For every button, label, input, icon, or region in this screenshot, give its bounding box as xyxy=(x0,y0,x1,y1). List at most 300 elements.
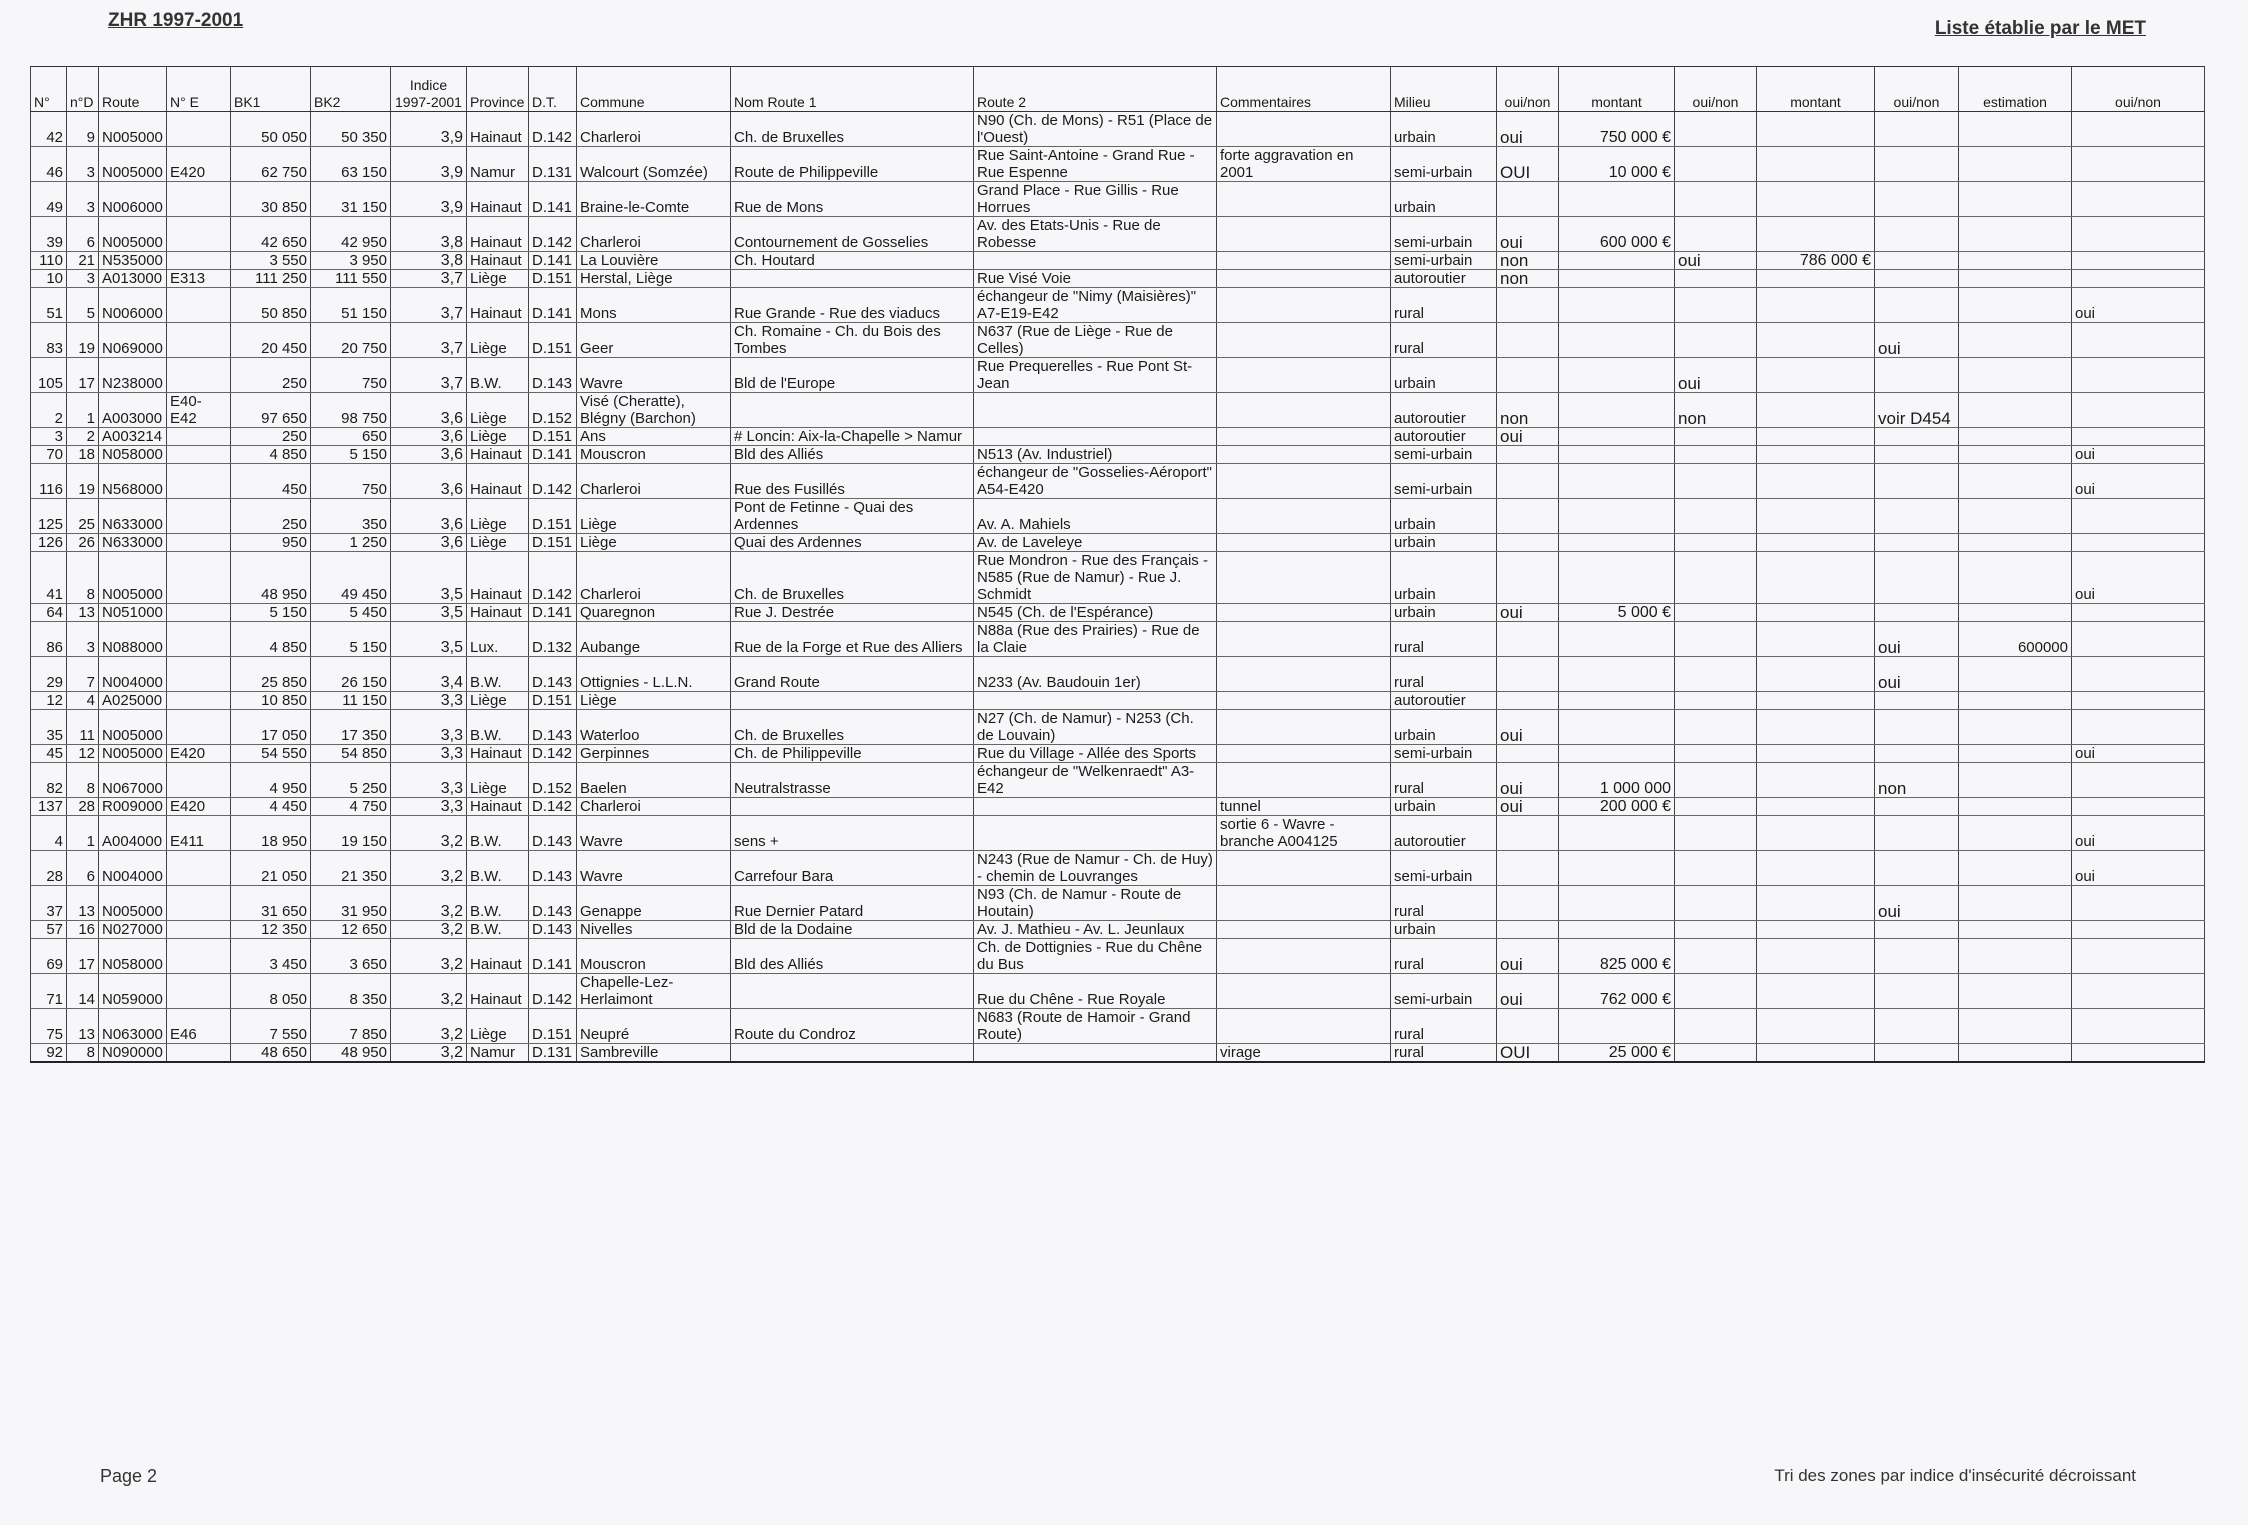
cell-commune: Nivelles xyxy=(577,921,731,939)
cell-oui-non: non xyxy=(1875,763,1959,798)
cell-indice: 3,2 xyxy=(391,886,467,921)
cell-bk1: 21 050 xyxy=(231,851,311,886)
cell-dt: D.143 xyxy=(529,921,577,939)
cell-province: Liège xyxy=(467,534,529,552)
cell-ne xyxy=(167,464,231,499)
cell-oui-non xyxy=(1875,499,1959,534)
cell-oui-non xyxy=(2072,270,2205,288)
cell-dt: D.131 xyxy=(529,1044,577,1063)
table-row xyxy=(31,622,2205,657)
cell-nom-route-1: Rue des Fusillés xyxy=(731,464,974,499)
cell-nd: 17 xyxy=(67,939,99,974)
cell-oui-non xyxy=(1875,358,1959,393)
cell-montant xyxy=(1559,622,1675,657)
cell-bk1: 25 850 xyxy=(231,657,311,692)
cell-oui-non: non xyxy=(1497,270,1559,288)
cell-oui-non xyxy=(2072,1009,2205,1044)
cell-montant xyxy=(1757,816,1875,851)
cell-indice: 3,2 xyxy=(391,921,467,939)
cell-indice: 3,6 xyxy=(391,464,467,499)
cell-bk1: 4 850 xyxy=(231,622,311,657)
cell-oui-non xyxy=(1675,428,1757,446)
cell-montant xyxy=(1559,288,1675,323)
cell-commune: Walcourt (Somzée) xyxy=(577,147,731,182)
cell-oui-non xyxy=(2072,604,2205,622)
cell-indice: 3,6 xyxy=(391,534,467,552)
cell-ne xyxy=(167,622,231,657)
cell-nd: 3 xyxy=(67,270,99,288)
cell-montant xyxy=(1757,323,1875,358)
cell-nom-route-1: Bld des Alliés xyxy=(731,446,974,464)
cell-oui-non: oui xyxy=(2072,464,2205,499)
cell-n: 35 xyxy=(31,710,67,745)
cell-route-2: Rue Prequerelles - Rue Pont St-Jean xyxy=(974,358,1217,393)
cell-commune: La Louvière xyxy=(577,252,731,270)
cell-montant xyxy=(1757,358,1875,393)
cell-oui-non xyxy=(2072,112,2205,147)
cell-oui-non: oui xyxy=(1675,252,1757,270)
cell-bk1: 950 xyxy=(231,534,311,552)
cell-n: 3 xyxy=(31,428,67,446)
cell-commune: Liège xyxy=(577,534,731,552)
cell-oui-non xyxy=(1875,464,1959,499)
cell-commentaires xyxy=(1217,464,1391,499)
cell-montant xyxy=(1757,446,1875,464)
cell-estimation xyxy=(1959,446,2072,464)
cell-indice: 3,3 xyxy=(391,763,467,798)
cell-n: 105 xyxy=(31,358,67,393)
table-row xyxy=(31,939,2205,974)
cell-montant xyxy=(1757,939,1875,974)
cell-oui-non xyxy=(2072,534,2205,552)
cell-commentaires xyxy=(1217,182,1391,217)
cell-montant: 762 000 € xyxy=(1559,974,1675,1009)
cell-bk2: 7 850 xyxy=(311,1009,391,1044)
cell-oui-non xyxy=(1875,217,1959,252)
cell-nd: 13 xyxy=(67,886,99,921)
cell-nom-route-1: Rue Dernier Patard xyxy=(731,886,974,921)
cell-nd: 14 xyxy=(67,974,99,1009)
cell-commune: Aubange xyxy=(577,622,731,657)
cell-nom-route-1: Ch. de Bruxelles xyxy=(731,112,974,147)
cell-route: N063000 xyxy=(99,1009,167,1044)
table-row xyxy=(31,358,2205,393)
cell-oui-non xyxy=(1875,798,1959,816)
cell-ne: E40-E42 xyxy=(167,393,231,428)
cell-oui-non xyxy=(2072,798,2205,816)
cell-indice: 3,6 xyxy=(391,446,467,464)
cell-montant xyxy=(1757,886,1875,921)
cell-commentaires xyxy=(1217,851,1391,886)
cell-nd: 12 xyxy=(67,745,99,763)
cell-montant xyxy=(1559,182,1675,217)
cell-bk1: 4 950 xyxy=(231,763,311,798)
cell-montant xyxy=(1559,816,1675,851)
cell-oui-non xyxy=(1675,217,1757,252)
cell-estimation xyxy=(1959,323,2072,358)
cell-montant xyxy=(1559,270,1675,288)
cell-province: Hainaut xyxy=(467,974,529,1009)
cell-montant xyxy=(1757,1009,1875,1044)
cell-route: N005000 xyxy=(99,745,167,763)
cell-ne xyxy=(167,499,231,534)
cell-dt: D.143 xyxy=(529,816,577,851)
cell-milieu: rural xyxy=(1391,288,1497,323)
cell-ne xyxy=(167,446,231,464)
cell-nom-route-1: Rue J. Destrée xyxy=(731,604,974,622)
cell-commentaires xyxy=(1217,552,1391,604)
cell-route: N004000 xyxy=(99,851,167,886)
cell-n: 116 xyxy=(31,464,67,499)
cell-indice: 3,2 xyxy=(391,851,467,886)
cell-milieu: rural xyxy=(1391,886,1497,921)
cell-oui-non xyxy=(1497,851,1559,886)
cell-oui-non xyxy=(1675,692,1757,710)
cell-bk2: 111 550 xyxy=(311,270,391,288)
cell-ne xyxy=(167,604,231,622)
cell-oui-non xyxy=(1497,323,1559,358)
col-header: Route 2 xyxy=(974,67,1217,112)
cell-oui-non xyxy=(1675,499,1757,534)
cell-n: 28 xyxy=(31,851,67,886)
cell-commentaires xyxy=(1217,446,1391,464)
cell-commune: Gerpinnes xyxy=(577,745,731,763)
cell-montant xyxy=(1559,323,1675,358)
cell-oui-non xyxy=(1875,252,1959,270)
cell-bk2: 3 650 xyxy=(311,939,391,974)
cell-dt: D.152 xyxy=(529,393,577,428)
cell-oui-non xyxy=(2072,763,2205,798)
cell-n: 70 xyxy=(31,446,67,464)
cell-oui-non xyxy=(1497,816,1559,851)
cell-route-2: N683 (Route de Hamoir - Grand Route) xyxy=(974,1009,1217,1044)
cell-nom-route-1: Rue de Mons xyxy=(731,182,974,217)
cell-milieu: rural xyxy=(1391,323,1497,358)
cell-bk1: 5 150 xyxy=(231,604,311,622)
cell-oui-non xyxy=(1875,745,1959,763)
cell-ne xyxy=(167,710,231,745)
cell-estimation xyxy=(1959,710,2072,745)
cell-estimation xyxy=(1959,692,2072,710)
cell-oui-non: non xyxy=(1497,393,1559,428)
cell-montant xyxy=(1757,745,1875,763)
cell-dt: D.141 xyxy=(529,446,577,464)
cell-nom-route-1: Neutralstrasse xyxy=(731,763,974,798)
cell-montant xyxy=(1757,657,1875,692)
cell-commentaires xyxy=(1217,692,1391,710)
cell-commentaires: virage xyxy=(1217,1044,1391,1063)
cell-oui-non xyxy=(1875,710,1959,745)
cell-oui-non: oui xyxy=(1675,358,1757,393)
cell-nd: 16 xyxy=(67,921,99,939)
cell-commentaires xyxy=(1217,393,1391,428)
cell-estimation xyxy=(1959,851,2072,886)
table-row xyxy=(31,464,2205,499)
cell-oui-non xyxy=(1875,270,1959,288)
cell-montant xyxy=(1757,692,1875,710)
cell-commentaires xyxy=(1217,745,1391,763)
cell-bk2: 51 150 xyxy=(311,288,391,323)
cell-montant: 1 000 000 xyxy=(1559,763,1675,798)
cell-montant xyxy=(1559,552,1675,604)
cell-oui-non xyxy=(1675,657,1757,692)
cell-route-2: N513 (Av. Industriel) xyxy=(974,446,1217,464)
cell-bk2: 5 450 xyxy=(311,604,391,622)
cell-milieu: autoroutier xyxy=(1391,393,1497,428)
cell-montant: 5 000 € xyxy=(1559,604,1675,622)
cell-ne xyxy=(167,182,231,217)
table-row xyxy=(31,974,2205,1009)
cell-route: N004000 xyxy=(99,657,167,692)
cell-route-2: Rue Mondron - Rue des Français - N585 (Rue de Namur) - Rue J. Schmidt xyxy=(974,552,1217,604)
cell-milieu: urbain xyxy=(1391,710,1497,745)
cell-oui-non xyxy=(1675,147,1757,182)
cell-route-2: Av. de Laveleye xyxy=(974,534,1217,552)
cell-province: Hainaut xyxy=(467,464,529,499)
cell-estimation xyxy=(1959,1009,2072,1044)
cell-oui-non: oui xyxy=(2072,288,2205,323)
cell-oui-non xyxy=(1875,692,1959,710)
cell-route: N005000 xyxy=(99,147,167,182)
cell-montant xyxy=(1757,622,1875,657)
cell-oui-non: oui xyxy=(2072,851,2205,886)
cell-oui-non xyxy=(2072,499,2205,534)
cell-nd: 6 xyxy=(67,851,99,886)
cell-n: 71 xyxy=(31,974,67,1009)
cell-province: Liège xyxy=(467,499,529,534)
cell-bk1: 48 650 xyxy=(231,1044,311,1063)
cell-nom-route-1: Ch. de Bruxelles xyxy=(731,710,974,745)
cell-commentaires xyxy=(1217,358,1391,393)
cell-ne: E420 xyxy=(167,147,231,182)
cell-oui-non xyxy=(2072,710,2205,745)
cell-bk2: 5 250 xyxy=(311,763,391,798)
cell-oui-non xyxy=(1675,886,1757,921)
cell-nom-route-1: Bld de la Dodaine xyxy=(731,921,974,939)
cell-oui-non: non xyxy=(1497,252,1559,270)
cell-province: Liège xyxy=(467,692,529,710)
cell-indice: 3,5 xyxy=(391,622,467,657)
cell-estimation xyxy=(1959,182,2072,217)
cell-indice: 3,9 xyxy=(391,112,467,147)
cell-province: Namur xyxy=(467,147,529,182)
cell-n: 4 xyxy=(31,816,67,851)
cell-n: 137 xyxy=(31,798,67,816)
cell-indice: 3,2 xyxy=(391,1044,467,1063)
cell-bk2: 31 150 xyxy=(311,182,391,217)
cell-commune: Chapelle-Lez-Herlaimont xyxy=(577,974,731,1009)
cell-nom-route-1: Route de Philippeville xyxy=(731,147,974,182)
cell-commentaires xyxy=(1217,288,1391,323)
cell-route: N027000 xyxy=(99,921,167,939)
cell-route: N069000 xyxy=(99,323,167,358)
cell-route: N090000 xyxy=(99,1044,167,1063)
cell-estimation xyxy=(1959,798,2072,816)
cell-bk2: 42 950 xyxy=(311,217,391,252)
cell-oui-non xyxy=(2072,974,2205,1009)
cell-milieu: rural xyxy=(1391,657,1497,692)
col-header: Commentaires xyxy=(1217,67,1391,112)
col-header: Route xyxy=(99,67,167,112)
table-row xyxy=(31,182,2205,217)
cell-route: N535000 xyxy=(99,252,167,270)
cell-oui-non xyxy=(1675,710,1757,745)
cell-oui-non xyxy=(1497,886,1559,921)
table-row xyxy=(31,252,2205,270)
cell-milieu: rural xyxy=(1391,763,1497,798)
cell-ne: E420 xyxy=(167,745,231,763)
cell-n: 82 xyxy=(31,763,67,798)
cell-bk1: 42 650 xyxy=(231,217,311,252)
cell-nom-route-1: # Loncin: Aix-la-Chapelle > Namur xyxy=(731,428,974,446)
cell-route-2: N243 (Rue de Namur - Ch. de Huy) - chemin de Louvranges xyxy=(974,851,1217,886)
cell-commentaires: sortie 6 - Wavre - branche A004125 xyxy=(1217,816,1391,851)
cell-bk2: 63 150 xyxy=(311,147,391,182)
cell-commentaires xyxy=(1217,939,1391,974)
cell-route: N568000 xyxy=(99,464,167,499)
col-header: BK1 xyxy=(231,67,311,112)
col-header: oui/non xyxy=(1875,67,1959,112)
cell-oui-non xyxy=(1875,1009,1959,1044)
cell-montant xyxy=(1559,464,1675,499)
cell-indice: 3,9 xyxy=(391,147,467,182)
cell-oui-non xyxy=(1675,182,1757,217)
cell-nd: 8 xyxy=(67,552,99,604)
cell-commentaires xyxy=(1217,323,1391,358)
cell-ne xyxy=(167,851,231,886)
cell-estimation xyxy=(1959,252,2072,270)
cell-estimation xyxy=(1959,499,2072,534)
cell-bk1: 7 550 xyxy=(231,1009,311,1044)
cell-montant: 825 000 € xyxy=(1559,939,1675,974)
cell-oui-non xyxy=(1675,816,1757,851)
cell-commune: Ottignies - L.L.N. xyxy=(577,657,731,692)
cell-n: 92 xyxy=(31,1044,67,1063)
cell-n: 2 xyxy=(31,393,67,428)
cell-route-2: Av. A. Mahiels xyxy=(974,499,1217,534)
cell-route: A025000 xyxy=(99,692,167,710)
cell-route-2: Ch. de Dottignies - Rue du Chêne du Bus xyxy=(974,939,1217,974)
cell-oui-non xyxy=(1875,446,1959,464)
cell-oui-non xyxy=(1675,974,1757,1009)
cell-dt: D.141 xyxy=(529,939,577,974)
cell-nd: 3 xyxy=(67,622,99,657)
cell-n: 46 xyxy=(31,147,67,182)
cell-bk2: 8 350 xyxy=(311,974,391,1009)
cell-dt: D.142 xyxy=(529,974,577,1009)
cell-bk2: 48 950 xyxy=(311,1044,391,1063)
cell-ne xyxy=(167,921,231,939)
cell-ne xyxy=(167,112,231,147)
cell-province: Liège xyxy=(467,270,529,288)
cell-nd: 25 xyxy=(67,499,99,534)
cell-bk1: 4 850 xyxy=(231,446,311,464)
cell-ne xyxy=(167,1044,231,1063)
cell-oui-non: oui xyxy=(1875,886,1959,921)
cell-estimation xyxy=(1959,886,2072,921)
cell-ne: E420 xyxy=(167,798,231,816)
cell-estimation xyxy=(1959,1044,2072,1063)
cell-province: B.W. xyxy=(467,358,529,393)
cell-commentaires xyxy=(1217,763,1391,798)
cell-nom-route-1: Rue de la Forge et Rue des Alliers xyxy=(731,622,974,657)
cell-nom-route-1 xyxy=(731,393,974,428)
cell-montant xyxy=(1757,182,1875,217)
cell-oui-non xyxy=(2072,217,2205,252)
sort-note: Tri des zones par indice d'insécurité décroissant xyxy=(1774,1466,2136,1485)
cell-oui-non: oui xyxy=(1497,217,1559,252)
cell-oui-non: oui xyxy=(2072,816,2205,851)
cell-commune: Neupré xyxy=(577,1009,731,1044)
table-row xyxy=(31,323,2205,358)
cell-route-2: N93 (Ch. de Namur - Route de Houtain) xyxy=(974,886,1217,921)
cell-commune: Baelen xyxy=(577,763,731,798)
cell-oui-non xyxy=(1497,692,1559,710)
cell-oui-non: OUI xyxy=(1497,1044,1559,1063)
cell-montant xyxy=(1559,1009,1675,1044)
cell-oui-non: oui xyxy=(1497,710,1559,745)
cell-indice: 3,6 xyxy=(391,393,467,428)
cell-nd: 5 xyxy=(67,288,99,323)
cell-dt: D.151 xyxy=(529,428,577,446)
cell-milieu: rural xyxy=(1391,1044,1497,1063)
cell-commune: Charleroi xyxy=(577,552,731,604)
cell-nd: 13 xyxy=(67,1009,99,1044)
cell-indice: 3,7 xyxy=(391,323,467,358)
col-header: Nom Route 1 xyxy=(731,67,974,112)
cell-oui-non xyxy=(2072,393,2205,428)
cell-n: 42 xyxy=(31,112,67,147)
cell-montant xyxy=(1559,446,1675,464)
cell-oui-non xyxy=(2072,182,2205,217)
table-row xyxy=(31,657,2205,692)
cell-province: B.W. xyxy=(467,921,529,939)
cell-oui-non xyxy=(1675,939,1757,974)
cell-oui-non xyxy=(1497,499,1559,534)
cell-montant: 600 000 € xyxy=(1559,217,1675,252)
cell-n: 125 xyxy=(31,499,67,534)
cell-montant xyxy=(1757,710,1875,745)
cell-dt: D.151 xyxy=(529,270,577,288)
cell-montant: 200 000 € xyxy=(1559,798,1675,816)
cell-indice: 3,2 xyxy=(391,974,467,1009)
cell-oui-non xyxy=(2072,939,2205,974)
cell-montant: 10 000 € xyxy=(1559,147,1675,182)
cell-montant: 25 000 € xyxy=(1559,1044,1675,1063)
cell-province: B.W. xyxy=(467,851,529,886)
cell-oui-non xyxy=(1497,358,1559,393)
cell-montant xyxy=(1559,252,1675,270)
cell-route: N058000 xyxy=(99,446,167,464)
cell-bk2: 11 150 xyxy=(311,692,391,710)
cell-estimation xyxy=(1959,288,2072,323)
cell-estimation: 600000 xyxy=(1959,622,2072,657)
cell-nom-route-1: Ch. Romaine - Ch. du Bois des Tombes xyxy=(731,323,974,358)
cell-nd: 2 xyxy=(67,428,99,446)
cell-commune: Sambreville xyxy=(577,1044,731,1063)
col-header: oui/non xyxy=(1497,67,1559,112)
cell-commune: Charleroi xyxy=(577,464,731,499)
cell-indice: 3,6 xyxy=(391,428,467,446)
cell-oui-non xyxy=(2072,657,2205,692)
col-header: BK2 xyxy=(311,67,391,112)
cell-commentaires: forte aggravation en 2001 xyxy=(1217,147,1391,182)
cell-n: 75 xyxy=(31,1009,67,1044)
cell-bk1: 54 550 xyxy=(231,745,311,763)
cell-estimation xyxy=(1959,657,2072,692)
cell-ne: E411 xyxy=(167,816,231,851)
cell-commentaires xyxy=(1217,974,1391,1009)
